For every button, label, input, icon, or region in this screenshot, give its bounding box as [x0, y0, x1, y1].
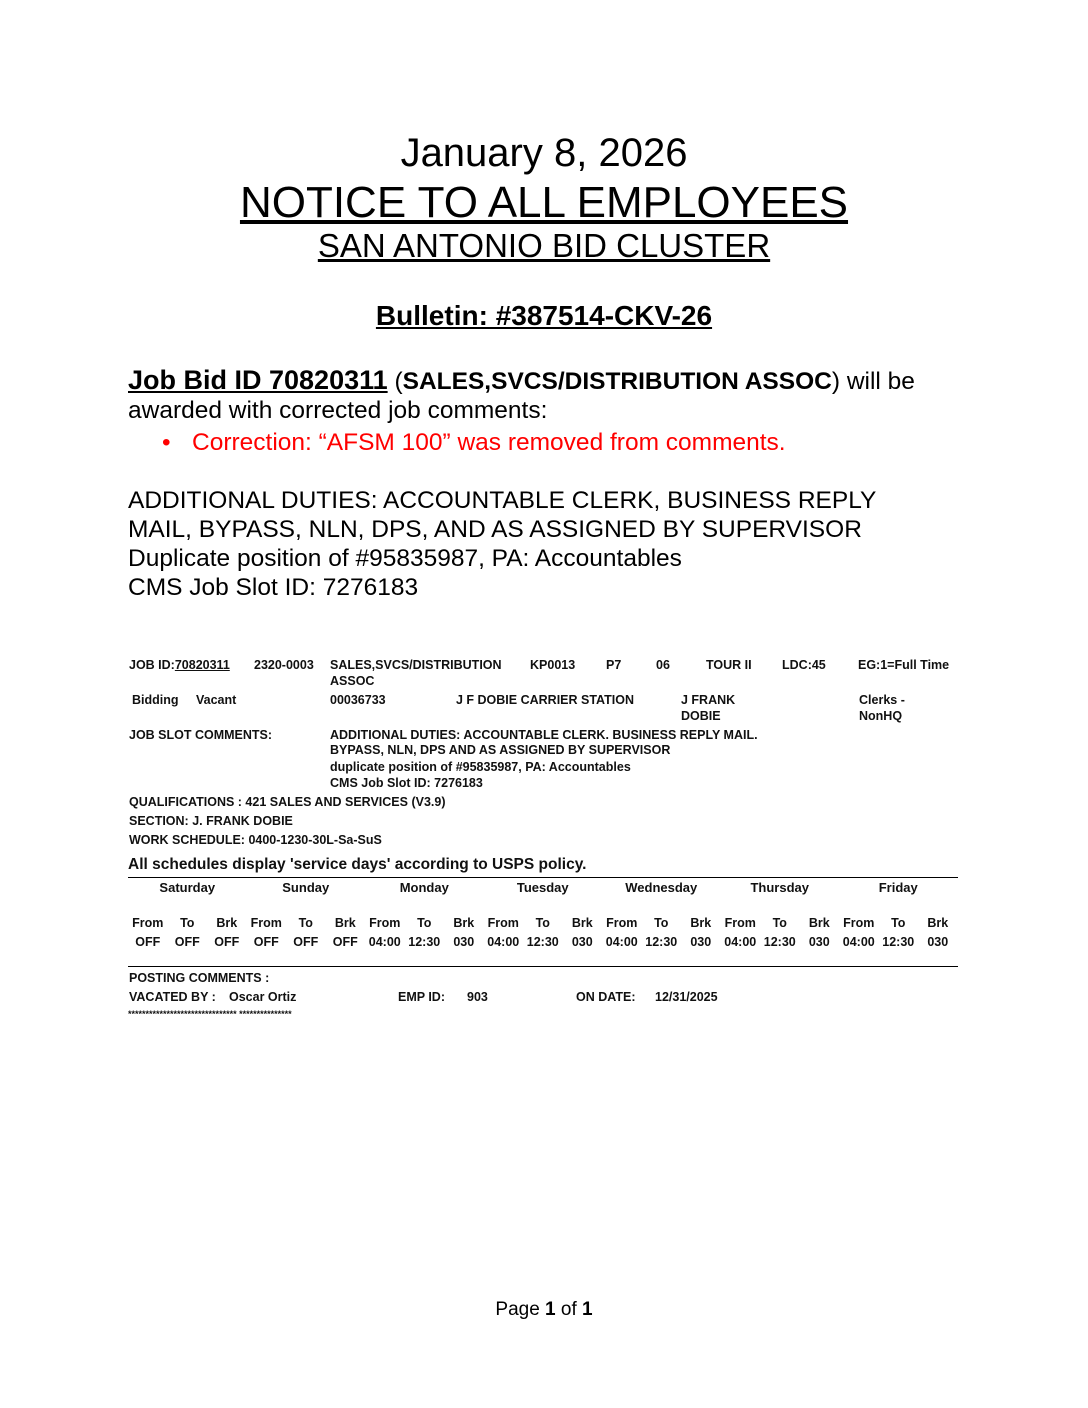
posting-comments: POSTING COMMENTS :: [129, 971, 270, 985]
schedule-cell: OFF: [293, 935, 319, 949]
schedule-cell: 12:30: [526, 935, 559, 949]
notice-title: [0, 176, 1088, 230]
notice-title-text: NOTICE TO ALL EMPLOYEES: [239, 178, 849, 227]
intro-open-paren: (: [387, 368, 403, 395]
schedule-cell: 04:00: [368, 935, 401, 949]
kp-code: KP0013: [530, 658, 576, 672]
schedule-cell: 030: [453, 935, 475, 949]
details-line-4: CMS Job Slot ID: 7276183: [128, 574, 419, 601]
schedule-col-header: To: [180, 916, 195, 930]
comment-line-3: duplicate position of #95835987, PA: Accountables: [330, 760, 631, 774]
job-id-label: JOB ID:: [129, 658, 175, 672]
job-id-field: [129, 657, 230, 673]
schedule-cell: 030: [808, 935, 830, 949]
schedule-top-rule: [128, 877, 958, 878]
schedule-col-header: Brk: [690, 916, 712, 930]
finance-number: 00036733: [330, 693, 386, 707]
job-id-value: 70820311: [174, 658, 230, 672]
schedule-cell: 12:30: [882, 935, 915, 949]
section: SECTION: J. FRANK DOBIE: [129, 814, 293, 828]
schedule-col-header: To: [417, 916, 432, 930]
schedule-col-header: Brk: [216, 916, 238, 930]
comment-line-1: ADDITIONAL DUTIES: ACCOUNTABLE CLERK. BUSINESS REPLY MAIL.: [330, 728, 758, 742]
schedule-col-header: To: [535, 916, 550, 930]
schedule-col-header: From: [369, 916, 401, 930]
vacant-label: Vacant: [196, 693, 237, 707]
schedule-col-header: Brk: [808, 916, 830, 930]
qualifications: QUALIFICATIONS : 421 SALES AND SERVICES (V3.9): [129, 795, 446, 809]
employee-group: EG:1=Full Time: [858, 658, 950, 672]
day-header: Monday: [399, 880, 449, 895]
schedule-cell: 12:30: [408, 935, 441, 949]
schedule-col-header: Brk: [571, 916, 593, 930]
schedule-col-header: From: [487, 916, 519, 930]
on-date: 12/31/2025: [655, 990, 718, 1004]
details-line-3: Duplicate position of #95835987, PA: Accountables: [128, 545, 682, 572]
page-label: Page: [495, 1299, 546, 1320]
job-title: SALES,SVCS/DISTRIBUTION ASSOC: [402, 368, 832, 395]
comment-line-4: CMS Job Slot ID: 7276183: [330, 776, 483, 790]
day-header: Tuesday: [516, 880, 569, 895]
occupation-code: 2320-0003: [254, 658, 314, 672]
schedule-cell: 04:00: [724, 935, 757, 949]
pay-step: 06: [656, 658, 670, 672]
posting-title-2: ASSOC: [330, 674, 375, 688]
of-label: of: [555, 1299, 583, 1320]
emp-id: 903: [467, 990, 488, 1004]
details-line-1: ADDITIONAL DUTIES: ACCOUNTABLE CLERK, BUSINESS REPLY: [128, 487, 877, 514]
job-bid-id: Job Bid ID 70820311: [128, 365, 388, 395]
schedule-cell: 12:30: [763, 935, 796, 949]
comment-line-2: BYPASS, NLN, DPS AND AS ASSIGNED BY SUPERVISOR: [330, 743, 671, 757]
page-footer: [0, 1298, 1088, 1322]
schedule-col-header: Brk: [334, 916, 356, 930]
schedule-policy: All schedules display 'service days' according to USPS policy.: [128, 856, 587, 873]
emp-id-label: EMP ID:: [398, 990, 445, 1004]
pay-grade: P7: [606, 658, 622, 672]
bid-cluster-text: SAN ANTONIO BID CLUSTER: [317, 227, 771, 264]
schedule-cell: 04:00: [487, 935, 520, 949]
schedule-cell: OFF: [174, 935, 200, 949]
job-bid-intro: [128, 366, 978, 425]
schedule-bottom-rule: [128, 966, 958, 967]
schedule-col-header: Brk: [453, 916, 475, 930]
on-date-label: ON DATE:: [576, 990, 636, 1004]
schedule-cell: 04:00: [842, 935, 875, 949]
schedule-col-header: From: [724, 916, 756, 930]
schedule-cell: 12:30: [645, 935, 678, 949]
schedule-col-header: From: [132, 916, 164, 930]
separator-stars: ******************************* ***************: [128, 1009, 292, 1019]
comments-label: JOB SLOT COMMENTS:: [129, 728, 273, 742]
schedule-cell: 04:00: [605, 935, 638, 949]
day-header: Thursday: [750, 880, 809, 895]
day-header: Wednesday: [625, 880, 698, 895]
correction-text: Correction: “AFSM 100” was removed from comments.: [192, 429, 786, 456]
ldc: LDC:45: [782, 658, 826, 672]
schedule-cell: OFF: [135, 935, 161, 949]
schedule-col-header: From: [250, 916, 282, 930]
craft-2: NonHQ: [859, 709, 903, 723]
schedule-cell: 030: [571, 935, 593, 949]
bulletin-text: Bulletin: #387514-CKV-26: [375, 300, 713, 331]
unit-2: DOBIE: [681, 709, 721, 723]
schedule-col-header: From: [843, 916, 875, 930]
bidding-label: Bidding: [132, 693, 179, 707]
schedule-col-header: From: [606, 916, 638, 930]
page-number: 1: [545, 1299, 556, 1320]
schedule-cell: OFF: [332, 935, 358, 949]
posting-title-1: SALES,SVCS/DISTRIBUTION: [330, 658, 502, 672]
unit-1: J FRANK: [681, 693, 736, 707]
schedule-cell: 030: [927, 935, 949, 949]
schedule-cell: OFF: [253, 935, 279, 949]
schedule-col-header: To: [772, 916, 787, 930]
schedule-col-header: To: [891, 916, 906, 930]
correction-bullet: [162, 428, 786, 458]
day-header: Friday: [878, 880, 918, 895]
station-name: J F DOBIE CARRIER STATION: [456, 693, 635, 707]
page-total: 1: [582, 1299, 593, 1320]
day-header: Saturday: [159, 880, 216, 895]
job-details: [128, 486, 978, 602]
day-header: Sunday: [282, 880, 330, 895]
tour: TOUR II: [706, 658, 752, 672]
vacated-label: VACATED BY :: [129, 990, 216, 1004]
vacated-by: Oscar Ortiz: [229, 990, 297, 1004]
bulletin-number: [0, 298, 1088, 334]
details-line-2: MAIL, BYPASS, NLN, DPS, AND AS ASSIGNED BY SUPERVISOR: [128, 516, 862, 543]
schedule-cell: OFF: [214, 935, 240, 949]
schedule-col-header: To: [654, 916, 669, 930]
work-schedule: WORK SCHEDULE: 0400-1230-30L-Sa-SuS: [129, 833, 382, 847]
intro-rest: ) will be awarded with corrected job comments:: [128, 368, 915, 424]
bullet-icon: •: [162, 429, 171, 456]
schedule-cell: 030: [690, 935, 712, 949]
schedule-col-header: Brk: [927, 916, 949, 930]
notice-date: January 8, 2026: [400, 131, 688, 175]
schedule-col-header: To: [298, 916, 313, 930]
bid-cluster: [0, 226, 1088, 266]
craft-1: Clerks -: [859, 693, 905, 707]
